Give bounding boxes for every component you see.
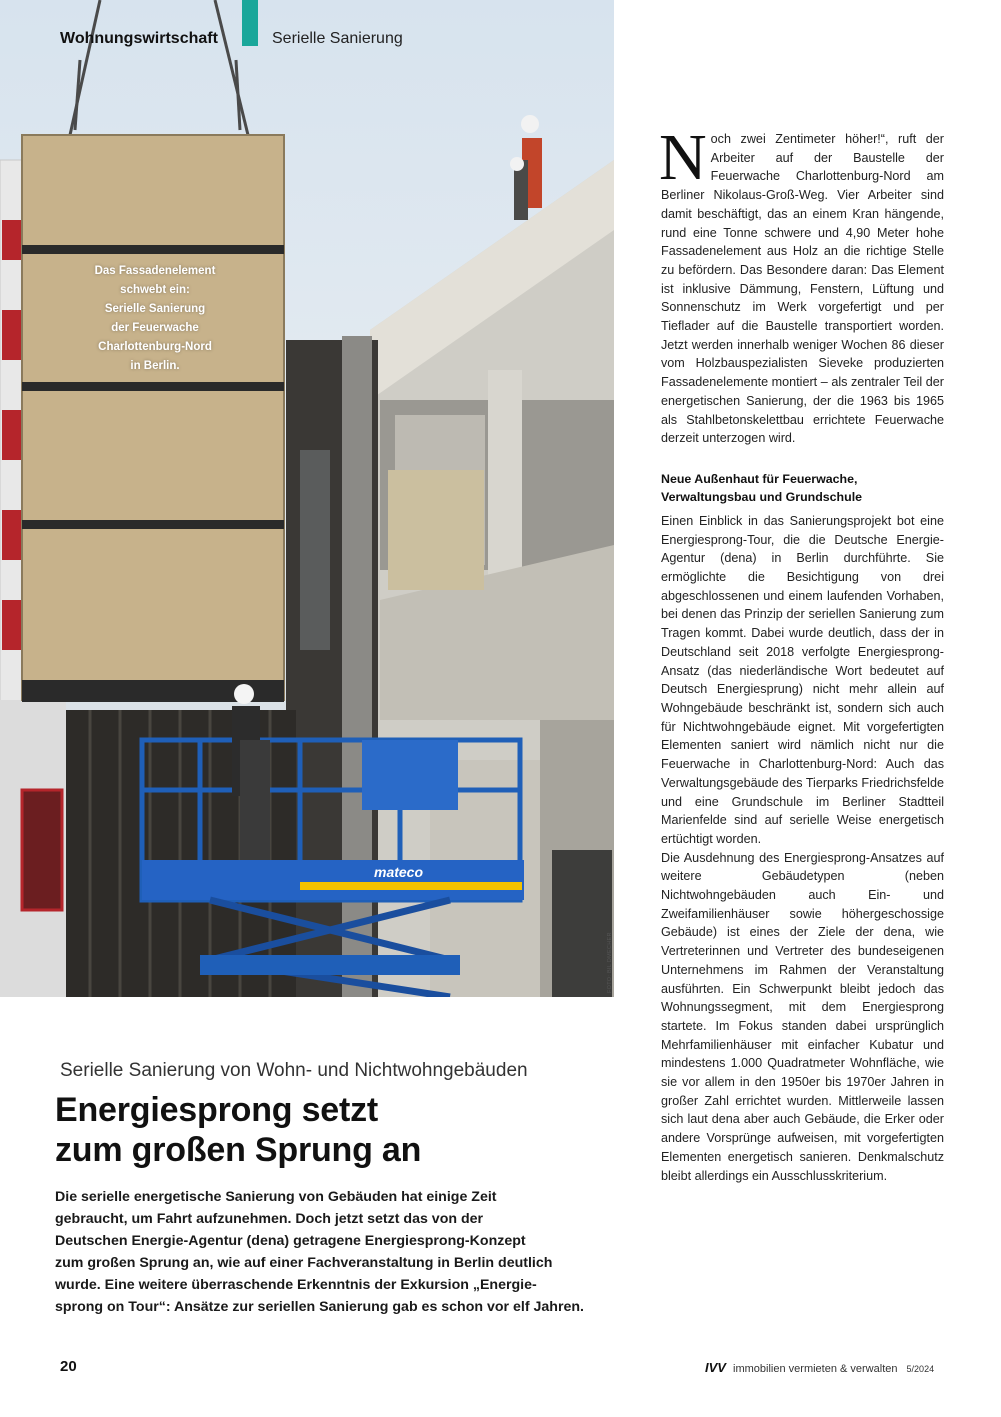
paragraph-1-text: och zwei Zentimeter höher!“, ruft der Arbeiter auf der Baustelle der Feuerwache Charlottenburg-Nord am Berliner Nikolaus-Groß-Weg. Vier Arbeiter sind damit beschäftigt, das an einem Kran hängende, rund eine Tonne schwere und 4,90 Meter hohe Fassadenelement aus Holz an die richtige Stelle zu befördern. Das Besondere daran: Das Element ist inklusive Dämmung, Fenstern, Lüftung und Sonnenschutz im Werk vorgefertigt und per Tieflader auf die Baustelle transportiert worden. Jetzt werden innerhalb weniger Wochen 86 dieser vom Holzbauspezialisten Sieveke produzierten Fassadenelemente montiert – als zentraler Teil der energetischen Sanierung, der die 1963 bis 1965 als Stahlbetonskelettbau errichtete Feuerwache derzeit unterzogen wird. (661, 132, 944, 446)
drop-cap: N (659, 121, 707, 194)
article-lead: Die serielle energetische Sanierung von Gebäuden hat einige Zeit gebraucht, um Fahrt aufzunehmen. Doch jetzt setzt das von der Deutschen Energie-Agentur (dena) getragene Energiesprong-Konzept zum großen Sprung an, wie auf einer Fachveranstaltung in Berlin deutlich wurde. Eine weitere überraschende Erkenntnis der Exkursion „Energie- sprong on Tour“: Ansätze zur seriellen Sanierung gab es schon vor elf Jahren. (55, 1189, 584, 1315)
magazine-footer (705, 1360, 934, 1375)
magazine-name: immobilien vermieten & verwalten (733, 1363, 898, 1375)
photo-credit: FOTO: BIL DMECHER (607, 932, 613, 993)
body-paragraph: Die Ausdehnung des Energiesprong-Ansatzes auf weitere Gebäudetypen (neben Nichtwohngebäuden auch Ein- und Zweifamilienhäuser sowie höhergeschossige Gebäude) ist eines der Ziele der dena, wie Vertreterinnen und Vertreter des bundeseigenen Unternehmens im Rahmen der Veranstaltung ausführten. Ein Schwerpunkt bleibt jedoch das Wohnungssegment, mit dem Energiesprong startete. Im Fokus standen dabei ursprünglich Mehrfamilienhäuser mit einfacher Kubatur und mindestens 1.000 Quadratmeter Wohnfläche, wie sie vor allem in den 1950er bis 1970er Jahren in großer Zahl errichtet wurden. Mittlerweile lassen sich laut dena aber auch Gebäude, die Erker oder andere Vorsprünge aufweisen, mit vorgefertigten Elementen energetisch sanieren. Denkmalschutz bleibt allerdings ein Ausschlusskriterium. (661, 850, 944, 1183)
magazine-logo: IVV (705, 1360, 726, 1375)
article-body (659, 121, 944, 1185)
construction-site-illustration (0, 0, 614, 997)
photo-caption: Das Fassadenelement schwebt ein: Serielle Sanierung der Feuerwache Charlottenburg-Nord in Berlin. (94, 265, 216, 372)
subsection-label: Serielle Sanierung (272, 30, 403, 47)
lift-brand-label: mateco (374, 864, 424, 880)
section-label: Wohnungswirtschaft (60, 30, 218, 47)
body-paragraph: Einen Einblick in das Sanierungsprojekt bot eine Energiesprong-Tour, die die Deutsche Energie-Agentur (dena) in Berlin durchführte. Sie ermöglichte die Besichtigung von drei abgeschlossenen und einem laufenden Vorhaben, bei denen das Prinzip der seriellen Sanierung zum Tragen kommt. Dabei wurde deutlich, dass der in Deutschland seit 2018 verfolgte Energiesprong-Ansatz (das niederländische Wort bedeutet auf Deutsch Energiesprung) nicht mehr allein auf Wohngebäude beschränkt ist, sondern sich auch für Nichtwohngebäude eignet. Mit vorgefertigten Elementen saniert wird nämlich nicht nur die Feuerwache in Charlottenburg-Nord: Auch das Verwaltungsgebäude des Tierparks Friedrichsfelde und eine Grundschule im Berliner Stadtteil Marienfelde sind auf serielle Weise energetisch ertüchtigt worden. (661, 513, 944, 846)
article-kicker: Serielle Sanierung von Wohn- und Nichtwohngebäuden (60, 1060, 528, 1081)
page-number: 20 (60, 1358, 77, 1375)
body-paragraph (659, 121, 944, 448)
cover-photo (0, 0, 614, 997)
section-accent-bar (242, 0, 258, 46)
section-subhead: Neue Außenhaut für Feuerwache, Verwaltungsbau und Grundschule (661, 471, 863, 504)
issue-number: 5/2024 (906, 1364, 935, 1374)
article-headline: Energiesprong setzt zum großen Sprung an (55, 1091, 422, 1169)
